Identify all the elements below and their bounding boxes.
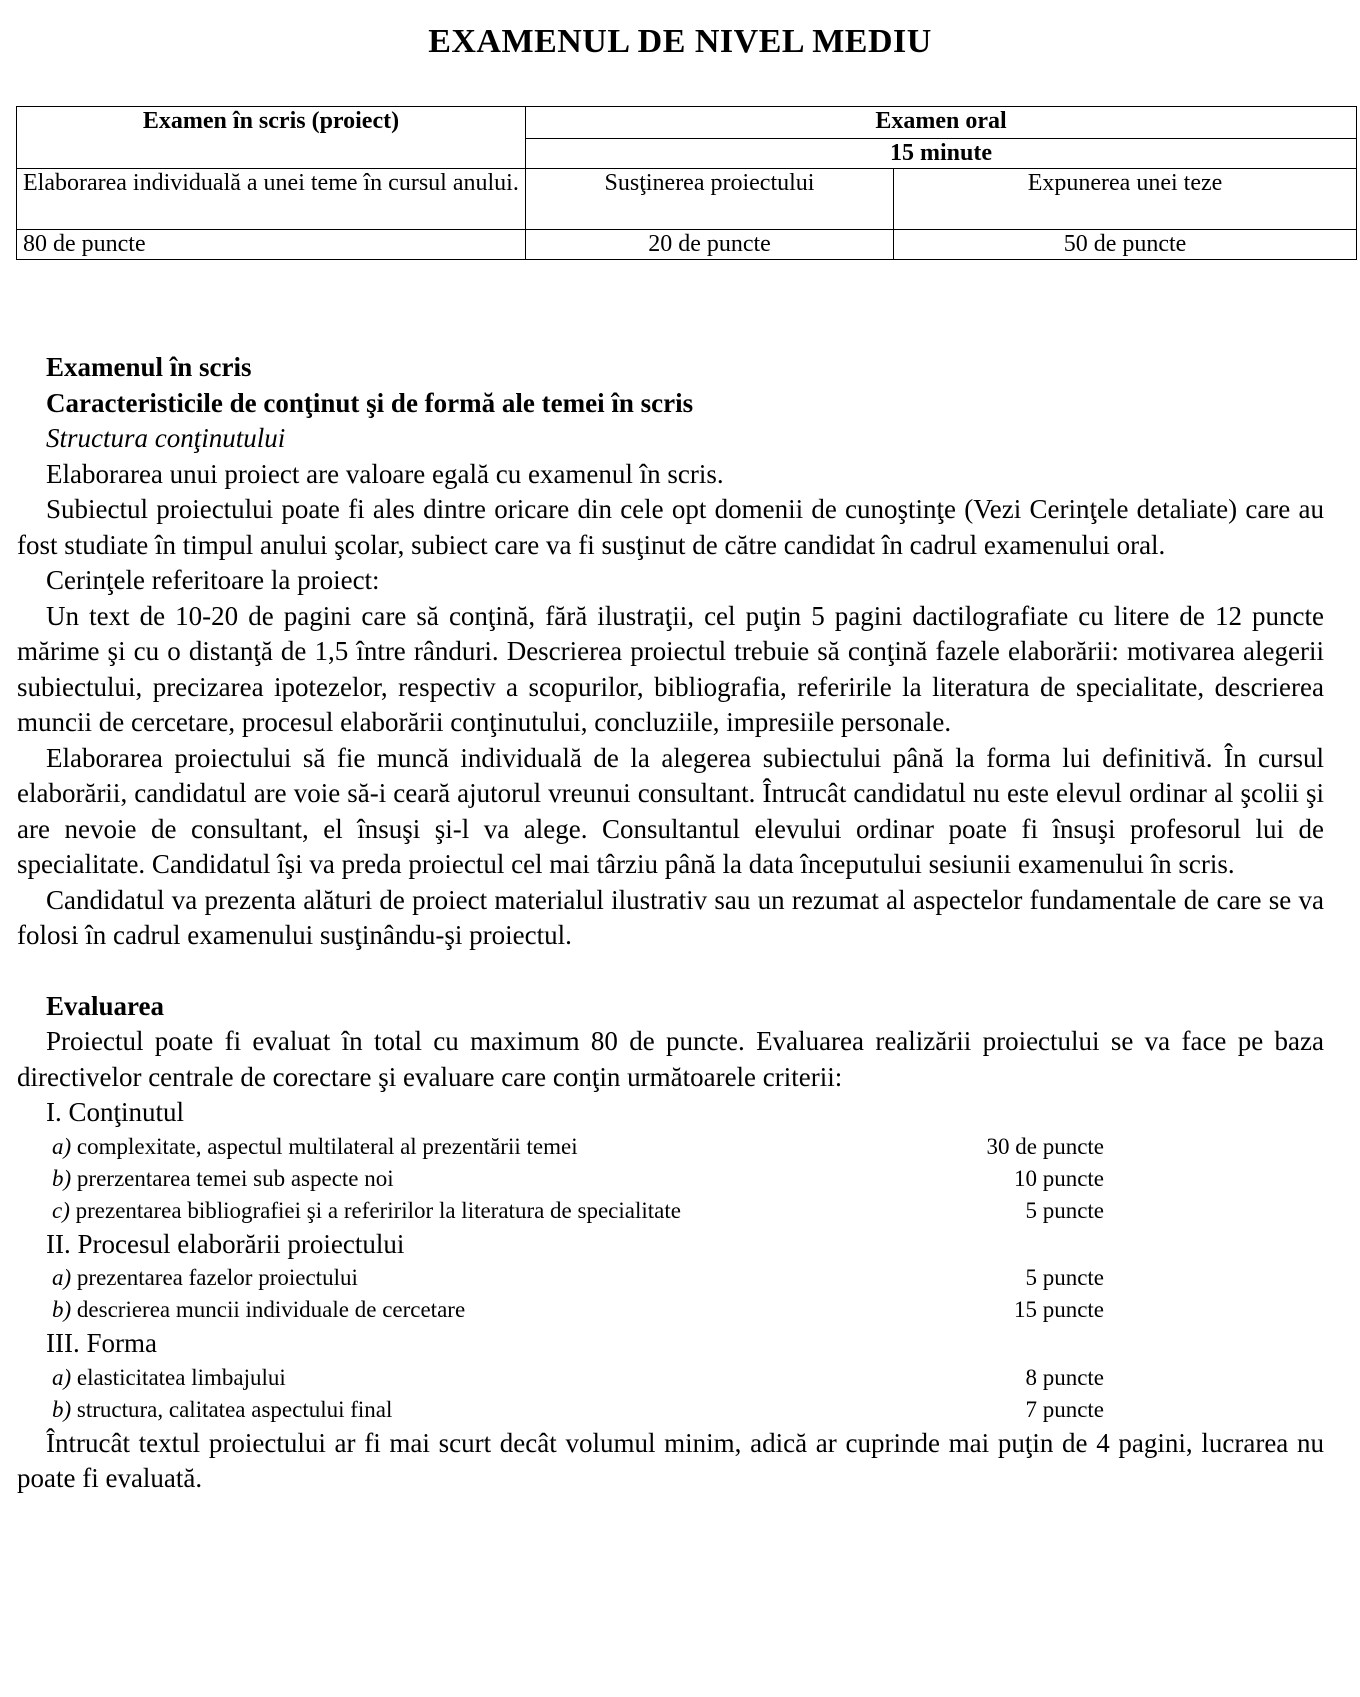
oral-project-points: 20 de puncte bbox=[526, 230, 894, 260]
criteria-group-title: I. Conţinutul bbox=[46, 1097, 185, 1127]
criteria-points: 30 de puncte bbox=[986, 1133, 1104, 1159]
paragraph: Candidatul va prezenta alături de proiect materialul ilustrativ sau un rezumat al aspectelor fundamentale de care se va folosi în cadrul examenului susţinându-şi proiectul. bbox=[17, 884, 1324, 950]
closing-paragraph: Întrucât textul proiectului ar fi mai scurt decât volumul minim, adică ar cuprinde mai puţin de 4 pagini, lucrarea nu poate fi evaluată. bbox=[17, 1427, 1324, 1493]
criteria-points: 15 puncte bbox=[1013, 1297, 1104, 1322]
criteria-points: 7 puncte bbox=[1025, 1396, 1104, 1422]
criteria-text: prerzentarea temei sub aspecte noi bbox=[76, 1165, 394, 1191]
evaluation-heading: Evaluarea bbox=[46, 990, 165, 1021]
oral-thesis-points: 50 de puncte bbox=[894, 230, 1357, 260]
criteria-item bbox=[17, 1294, 1324, 1326]
criteria-text: prezentarea bibliografiei şi a referirilor la literatura de specialitate bbox=[75, 1197, 681, 1223]
criteria-points: 8 puncte bbox=[1025, 1364, 1104, 1390]
criteria-item bbox=[17, 1195, 1324, 1227]
paragraph: Elaborarea unui proiect are valoare egală cu examenul în scris. bbox=[46, 458, 724, 489]
criteria-letter: b) bbox=[52, 1165, 72, 1191]
oral-exam-header: Examen oral bbox=[526, 107, 1357, 139]
document-title: EXAMENUL DE NIVEL MEDIU bbox=[428, 23, 932, 60]
criteria-letter: a) bbox=[52, 1133, 72, 1159]
criteria-text: descrierea muncii individuale de cercetare bbox=[76, 1297, 466, 1322]
criteria-letter: b) bbox=[52, 1396, 72, 1422]
criteria-letter: a) bbox=[52, 1265, 72, 1290]
paragraph: Un text de 10-20 de pagini care să conţină, fără ilustraţii, cel puţin 5 pagini dactilografiate cu litere de 12 puncte mărime şi cu o distanţă de 1,5 între rânduri. Descrierea proiectul trebuie să conţină fazele elaborării: motivarea alegerii subiectului, precizarea ipotezelor, respectiv a scopurilor, bibliografia, referirile la literatura de specialitate, descrierea muncii de cercetare, procesul elaborării conţinutului, concluziile, impresiile personale. bbox=[17, 600, 1324, 737]
section-subheading: Caracteristicile de conţinut şi de formă ale temei în scris bbox=[46, 387, 694, 418]
written-exam-points: 80 de puncte bbox=[17, 230, 526, 260]
criteria-points: 5 puncte bbox=[1025, 1265, 1104, 1290]
criteria-letter: a) bbox=[52, 1364, 72, 1390]
criteria-text: elasticitatea limbajului bbox=[76, 1364, 286, 1390]
table-row bbox=[17, 107, 1357, 139]
criteria-item bbox=[17, 1394, 1324, 1426]
written-exam-description: Elaborarea individuală a unei teme în cursul anului. bbox=[17, 169, 526, 230]
exam-structure-table bbox=[16, 106, 1357, 260]
table-row bbox=[17, 169, 1357, 230]
criteria-text: structura, calitatea aspectului final bbox=[76, 1396, 393, 1422]
criteria-item bbox=[17, 1362, 1324, 1394]
criteria-points: 10 puncte bbox=[1013, 1165, 1104, 1191]
criteria-text: prezentarea fazelor proiectului bbox=[76, 1265, 358, 1290]
criteria-text: complexitate, aspectul multilateral al prezentării temei bbox=[76, 1133, 578, 1159]
oral-task-project: Susţinerea proiectului bbox=[526, 169, 894, 230]
oral-exam-duration: 15 minute bbox=[526, 139, 1357, 169]
criteria-group-title: III. Forma bbox=[46, 1328, 157, 1358]
written-exam-header: Examen în scris (proiect) bbox=[17, 107, 526, 169]
criteria-item bbox=[17, 1163, 1324, 1195]
criteria-item bbox=[17, 1131, 1324, 1163]
spacer bbox=[17, 954, 1324, 989]
section-heading: Examenul în scris bbox=[46, 352, 252, 382]
table-row bbox=[17, 230, 1357, 260]
italic-heading: Structura conţinutului bbox=[46, 423, 286, 453]
criteria-group-title: II. Procesul elaborării proiectului bbox=[46, 1228, 405, 1259]
evaluation-intro: Proiectul poate fi evaluat în total cu maximum 80 de puncte. Evaluarea realizării proiectului se va face pe baza directivelor centrale de corectare şi evaluare care conţin următoarele criterii: bbox=[17, 1026, 1324, 1092]
criteria-letter: c) bbox=[52, 1197, 70, 1223]
oral-task-thesis: Expunerea unei teze bbox=[894, 169, 1357, 230]
criteria-points: 5 puncte bbox=[1025, 1197, 1104, 1223]
document-body bbox=[17, 350, 1324, 1497]
paragraph: Elaborarea proiectului să fie muncă individuală de la alegerea subiectului până la forma lui definitivă. În cursul elaborării, candidatul are voie să-i ceară ajutorul vreunui consultant. Întrucât candidatul nu este elevul ordinar al şcolii şi are nevoie de consultant, el însuşi şi-l va alege. Consultantul elevului ordinar poate fi însuşi profesorul lui de specialitate. Candidatul îşi va preda proiectul cel mai târziu până la data începutului sesiunii examenului în scris. bbox=[17, 742, 1324, 879]
paragraph: Cerinţele referitoare la proiect: bbox=[46, 565, 380, 595]
paragraph: Subiectul proiectului poate fi ales dintre oricare din cele opt domenii de cunoştinţe (Vezi Cerinţele detaliate) care au fost studiate în timpul anului şcolar, subiect care va fi susţinut de către candidat în cadrul examenului oral. bbox=[17, 494, 1324, 560]
criteria-item bbox=[17, 1262, 1324, 1294]
criteria-letter: b) bbox=[52, 1297, 72, 1322]
